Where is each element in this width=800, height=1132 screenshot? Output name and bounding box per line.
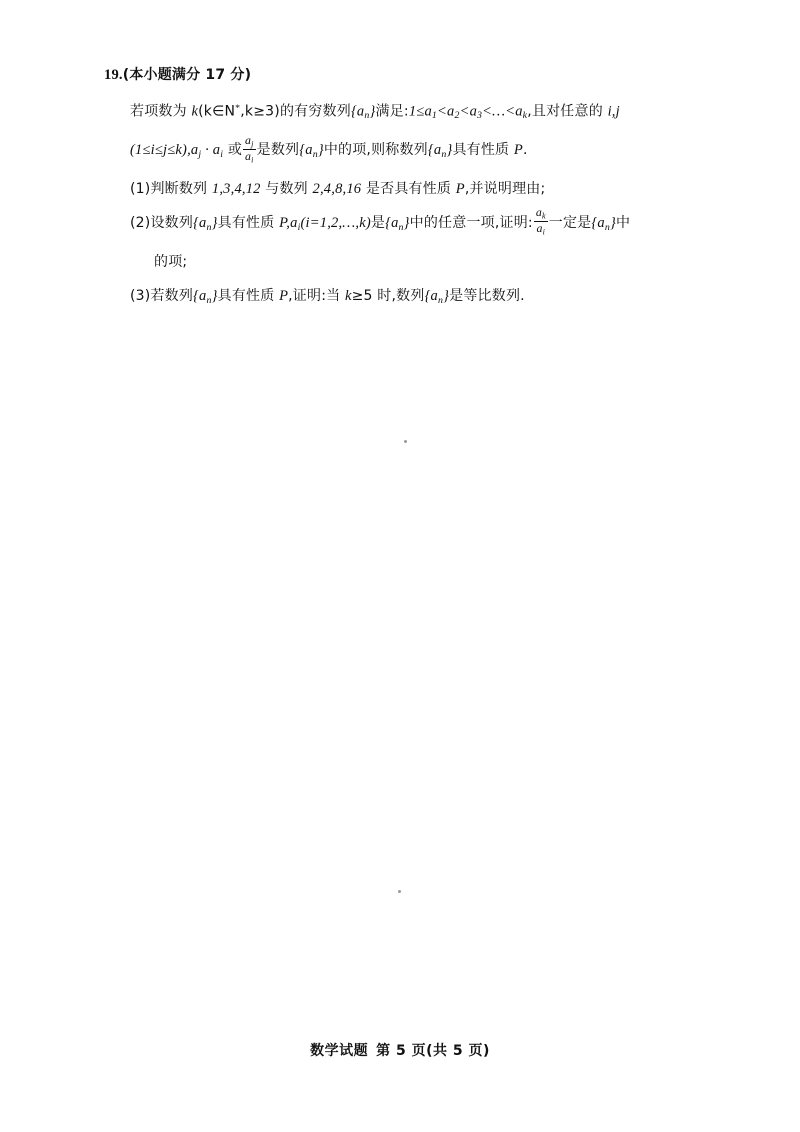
part-1-label: (1) bbox=[130, 180, 151, 197]
stem-text-1b: (k∈N bbox=[198, 103, 236, 120]
part-3-seq-1-sub: n bbox=[206, 294, 212, 306]
part-3-text-b: 具有性质 bbox=[217, 287, 280, 304]
stem-seq-1-close: } bbox=[369, 103, 376, 120]
stem-ineq-sub-k: k bbox=[522, 110, 528, 122]
part-2-line bbox=[104, 206, 704, 245]
stem-vars-ij: i,j bbox=[607, 103, 620, 120]
part-3-label: (3) bbox=[130, 287, 151, 304]
stem-ai-sub: i bbox=[220, 148, 224, 160]
part-2-text-a: 设数列 bbox=[150, 214, 194, 231]
part-2-index-range: (i=1,2,…,k) bbox=[300, 214, 371, 231]
stem-ineq-sub-3: 3 bbox=[477, 110, 483, 122]
part-1-text-b: 与数列 bbox=[260, 180, 313, 197]
part-2-seq-3-close: } bbox=[609, 214, 616, 231]
part-3-text-e: 是等比数列. bbox=[449, 287, 525, 304]
stem-seq-3-close: } bbox=[446, 142, 453, 159]
part-1-sequence-a: 1,3,4,12 bbox=[211, 180, 261, 197]
stem-seq-1: {a bbox=[350, 103, 365, 120]
part-1-var-P: P bbox=[455, 180, 465, 197]
stem-text-2d: 具有性质 bbox=[452, 142, 514, 159]
part-3-seq-1: {a bbox=[193, 287, 207, 304]
part-2-seq-3: {a bbox=[591, 214, 605, 231]
fraction-2-numerator bbox=[534, 206, 548, 222]
fraction-denominator bbox=[243, 150, 256, 165]
part-2-seq-1-sub: n bbox=[206, 221, 212, 233]
stem-seq-2-close: } bbox=[317, 142, 324, 159]
question-header-text: (本小题满分 17 分) bbox=[122, 67, 252, 83]
stem-text-1c: ,k≥3) bbox=[240, 103, 280, 120]
stem-text-2a: 或 bbox=[223, 142, 243, 159]
part-2-ai: ,a bbox=[286, 214, 298, 231]
fraction-numerator bbox=[243, 134, 256, 150]
part-2-text-g: 一定是 bbox=[548, 214, 592, 231]
part-3-var-k: k bbox=[344, 287, 352, 304]
stem-text-2e: . bbox=[522, 142, 528, 159]
fraction-den-a: a bbox=[245, 148, 252, 163]
stem-star: * bbox=[235, 103, 241, 114]
stem-line-2 bbox=[104, 133, 704, 172]
footer-page-number: 第 5 页(共 5 页) bbox=[376, 1043, 490, 1059]
part-3-text-c: ,证明:当 bbox=[288, 287, 345, 304]
part-2-seq-3-sub: n bbox=[604, 221, 610, 233]
fraction-den-sub: i bbox=[251, 154, 254, 164]
part-1-line bbox=[104, 172, 704, 206]
stem-text-1a: 若项数为 bbox=[130, 103, 192, 120]
stem-seq-1-sub: n bbox=[364, 110, 370, 122]
part-2-text-h: 中 bbox=[615, 214, 631, 231]
part-1-text-a: 判断数列 bbox=[150, 180, 212, 197]
scan-artifact-dot-lower bbox=[398, 890, 401, 893]
part-2-seq-2-sub: n bbox=[398, 221, 404, 233]
part-2-seq-2: {a bbox=[385, 214, 399, 231]
part-3-line bbox=[104, 279, 704, 318]
stem-ineq-sub-2: 2 bbox=[454, 110, 460, 122]
part-2-var-P: P bbox=[279, 214, 287, 231]
stem-text-1e: 满足: bbox=[375, 103, 409, 120]
stem-ineq-3: <a bbox=[459, 103, 478, 120]
stem-ai: · a bbox=[201, 142, 221, 159]
stem-ineq-1: 1≤a bbox=[408, 103, 432, 120]
question-header-line bbox=[104, 58, 704, 92]
stem-aj: ,a bbox=[187, 142, 199, 159]
part-2-label: (2) bbox=[130, 214, 151, 231]
fraction-2-num-a: a bbox=[535, 205, 542, 220]
fraction-num-a: a bbox=[245, 132, 252, 147]
part-1-text-c: 是否具有性质 bbox=[361, 180, 456, 197]
fraction-2-den-a: a bbox=[536, 221, 543, 236]
part-3-seq-2-close: } bbox=[443, 287, 450, 304]
part-2-text-e: 是 bbox=[370, 214, 386, 231]
stem-text-2c: 中的项,则称数列 bbox=[323, 142, 428, 159]
part-2-ai-sub: i bbox=[297, 221, 301, 233]
part-3-text-d: ≥5 时,数列 bbox=[351, 287, 425, 304]
part-2-seq-2-close: } bbox=[403, 214, 410, 231]
fraction-2-den-sub: i bbox=[542, 227, 546, 237]
stem-seq-3: {a bbox=[427, 142, 442, 159]
part-2-continuation-text: 的项; bbox=[154, 253, 188, 270]
stem-ineq-4: <…<a bbox=[482, 103, 523, 120]
fraction-2-num-sub: k bbox=[541, 211, 546, 221]
part-2-text-f: 中的任意一项,证明: bbox=[409, 214, 533, 231]
part-3-seq-1-close: } bbox=[211, 287, 218, 304]
fraction-2-denominator bbox=[534, 222, 548, 237]
question-block bbox=[104, 58, 704, 317]
stem-ineq-2: <a bbox=[437, 103, 455, 120]
part-2-seq-1: {a bbox=[193, 214, 207, 231]
stem-text-2b: 是数列 bbox=[256, 142, 300, 159]
fraction-num-sub: j bbox=[251, 138, 254, 148]
part-2-seq-1-close: } bbox=[211, 214, 218, 231]
scan-artifact-dot-upper bbox=[404, 440, 407, 443]
part-2-text-b: 具有性质 bbox=[217, 214, 280, 231]
part-3-seq-2-sub: n bbox=[438, 294, 444, 306]
page-footer bbox=[0, 1040, 800, 1060]
stem-seq-3-sub: n bbox=[441, 148, 447, 160]
part-3-seq-2: {a bbox=[424, 287, 439, 304]
stem-range-ij: (1≤i≤j≤k) bbox=[130, 142, 188, 159]
stem-seq-2: {a bbox=[299, 142, 313, 159]
stem-text-1d: 的有穷数列 bbox=[279, 103, 351, 120]
part-3-var-P: P bbox=[279, 287, 289, 304]
part-1-text-d: ,并说明理由; bbox=[464, 180, 546, 197]
stem-var-P: P bbox=[513, 142, 523, 159]
fraction-aj-ai bbox=[243, 134, 256, 165]
question-number: 19. bbox=[104, 67, 123, 83]
stem-seq-2-sub: n bbox=[312, 148, 318, 160]
footer-subject-label: 数学试题 bbox=[310, 1043, 369, 1059]
stem-text-1f: ,且对任意的 bbox=[527, 103, 608, 120]
stem-line-1 bbox=[104, 92, 704, 133]
stem-var-k: k bbox=[191, 103, 199, 120]
stem-aj-sub: j bbox=[198, 148, 202, 160]
part-2-continuation-line bbox=[104, 245, 704, 279]
part-1-sequence-b: 2,4,8,16 bbox=[312, 180, 362, 197]
stem-ineq-sub-1: 1 bbox=[431, 110, 438, 122]
part-3-text-a: 若数列 bbox=[150, 287, 194, 304]
fraction-ak-ai bbox=[534, 206, 548, 237]
